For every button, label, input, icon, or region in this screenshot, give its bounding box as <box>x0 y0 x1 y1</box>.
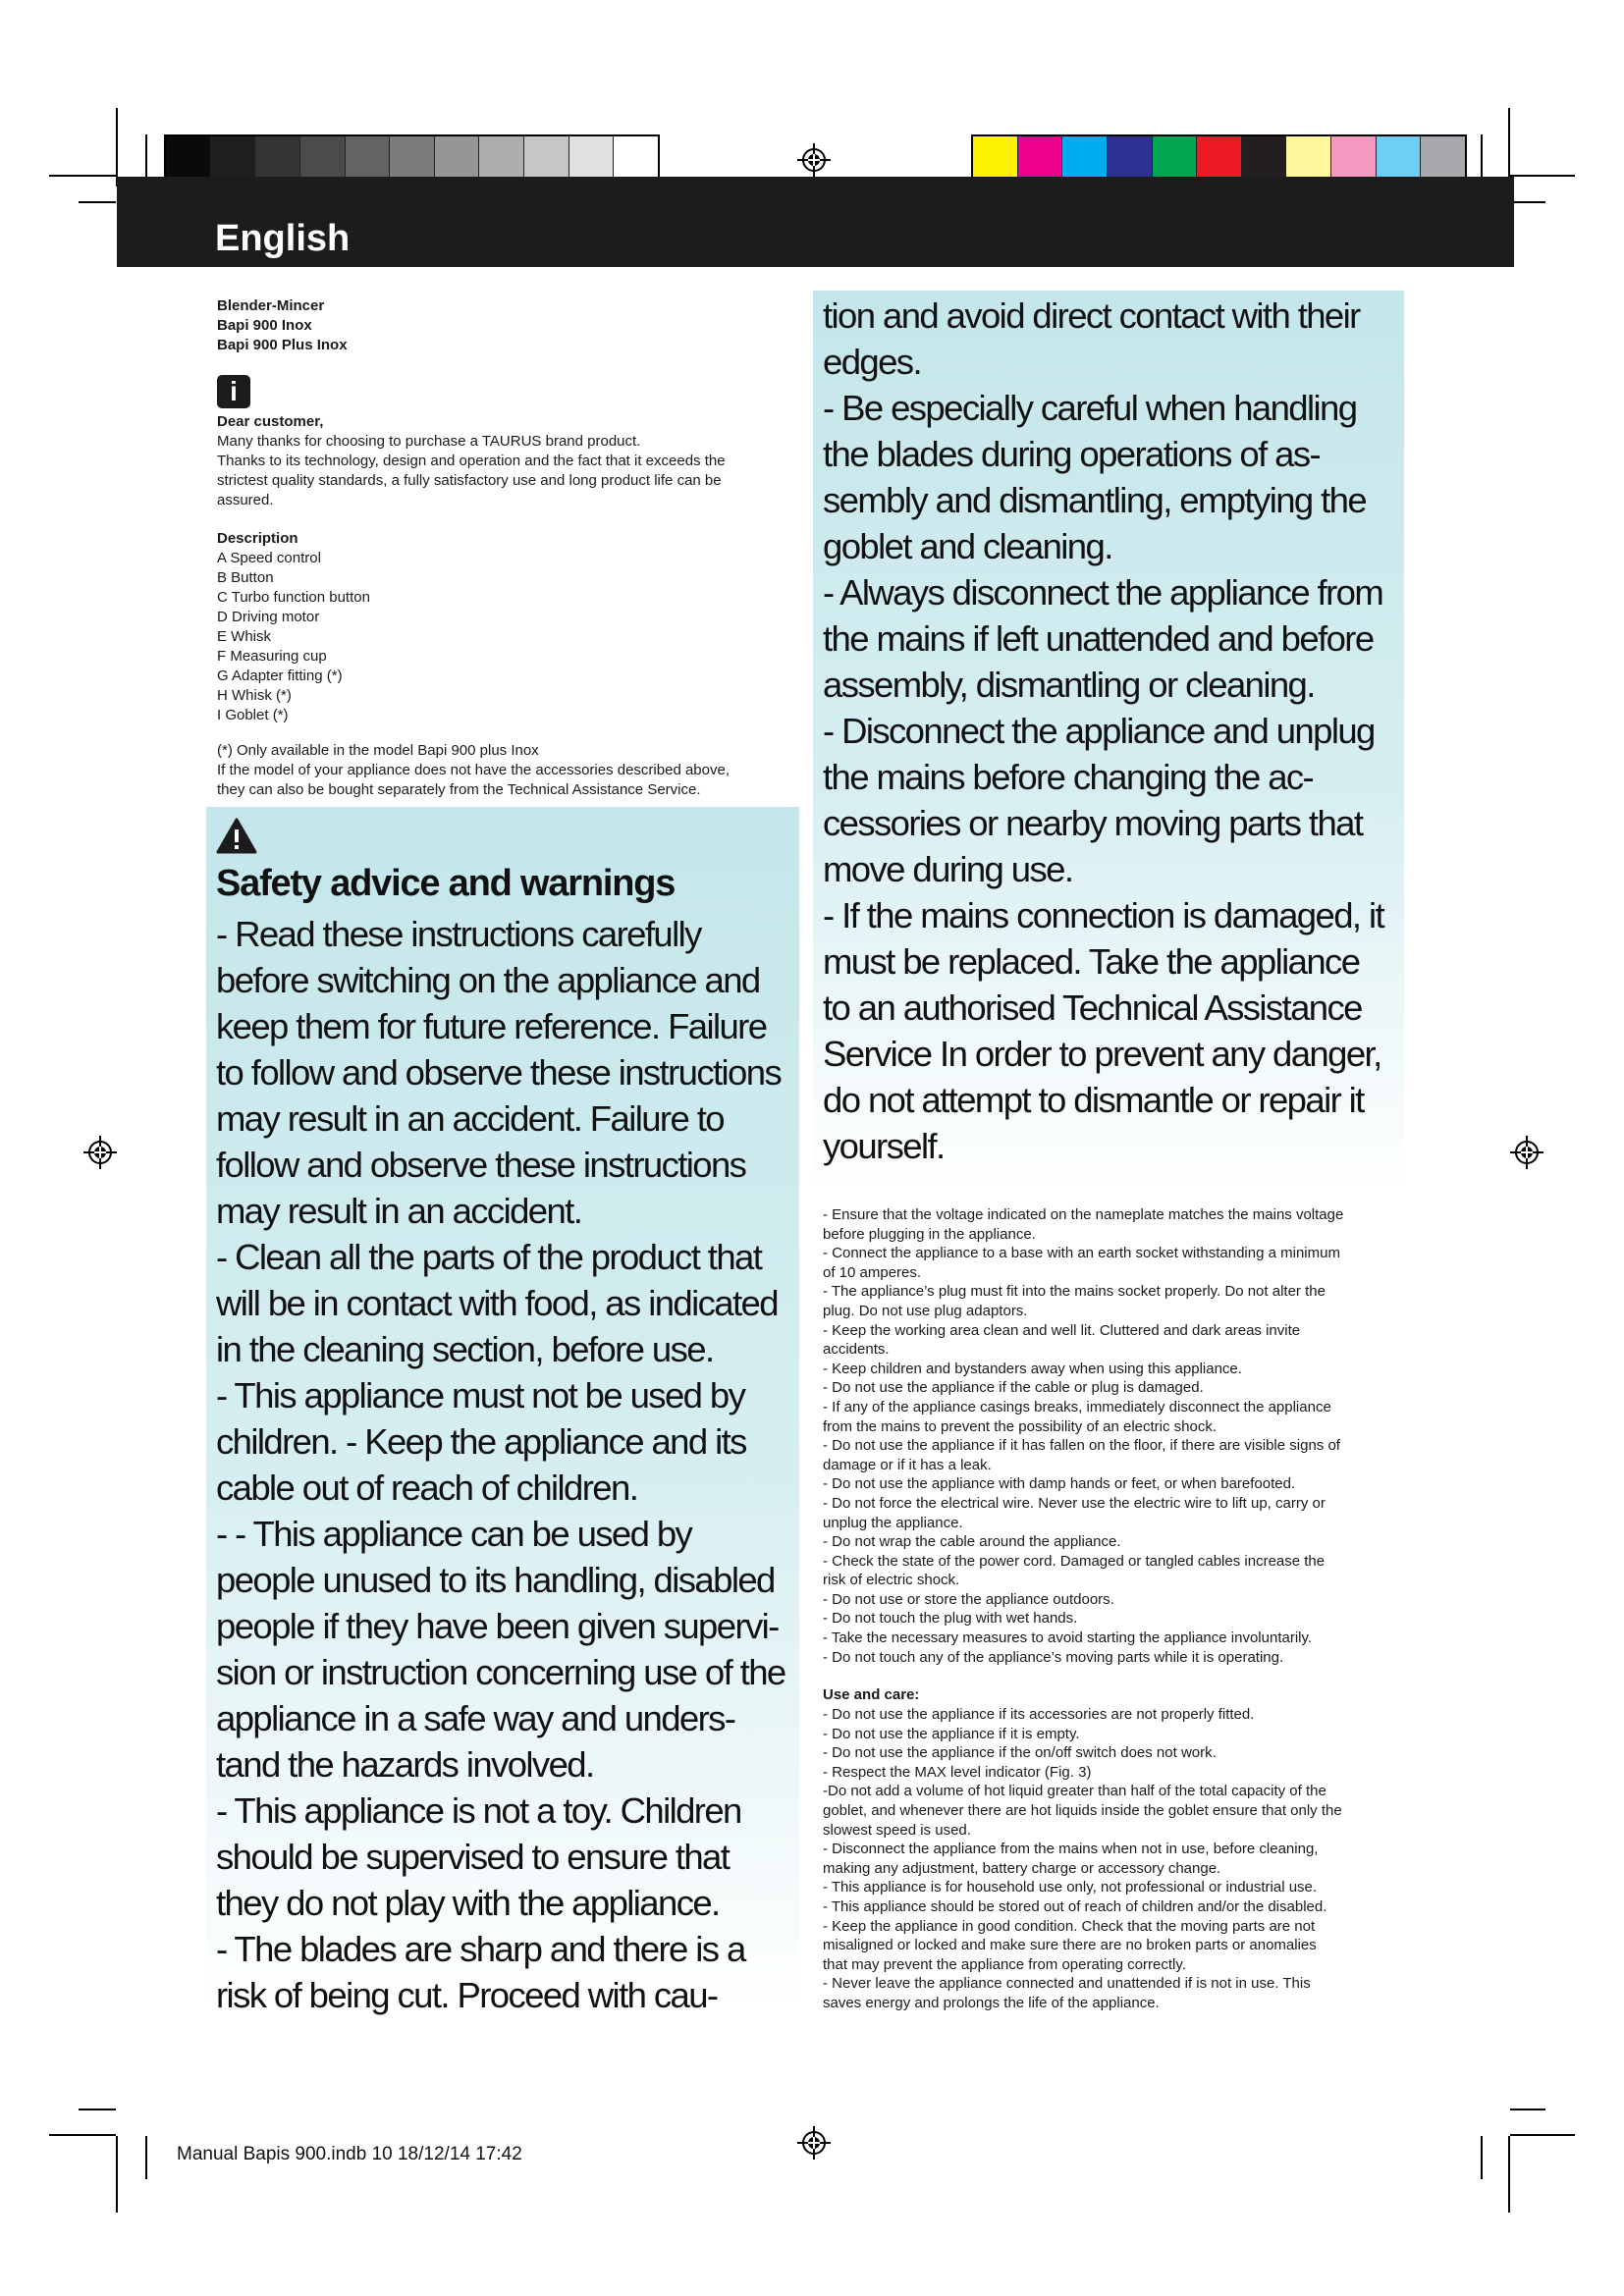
use-care-line: misaligned or locked and make sure there are no broken parts or anomalies <box>823 1937 1317 1954</box>
fine-print-line: unplug the appliance. <box>823 1514 963 1531</box>
fine-print-line: before plugging in the appliance. <box>823 1225 1036 1243</box>
registration-mark-icon <box>83 1136 117 1169</box>
crop-mark <box>1508 2136 1510 2213</box>
fine-print-line: - Ensure that the voltage indicated on the nameplate matches the mains voltage <box>823 1206 1344 1223</box>
print-slug: Manual Bapis 900.indb 10 18/12/14 17:42 <box>177 2144 522 2164</box>
fine-print-line: accidents. <box>823 1341 890 1359</box>
use-care-line: - Do not use the appliance if its accessories are not properly fitted. <box>823 1706 1255 1723</box>
safety-line: follow and observe these instructions <box>216 1145 746 1185</box>
crop-mark <box>1510 2134 1575 2136</box>
description-item: G Adapter fitting (*) <box>217 667 343 684</box>
crop-mark <box>79 2109 116 2110</box>
crop-mark <box>116 2136 118 2213</box>
fine-print-line: - If any of the appliance casings breaks, immediately disconnect the appliance <box>823 1398 1331 1415</box>
safety-line: do not attempt to dismantle or repair it <box>823 1080 1364 1120</box>
greeting: Dear customer, <box>217 413 324 430</box>
safety-line: may result in an accident. <box>216 1191 582 1231</box>
thanks-line: assured. <box>217 492 274 508</box>
safety-line: cable out of reach of children. <box>216 1468 638 1508</box>
color-swatch <box>1242 136 1287 180</box>
fine-print-line: - Keep children and bystanders away when using this appliance. <box>823 1360 1242 1377</box>
fine-print-line: - Do not wrap the cable around the appliance. <box>823 1533 1121 1551</box>
safety-line: - This appliance is not a toy. Children <box>216 1790 741 1831</box>
fine-print-line: damage or if it has a leak. <box>823 1456 992 1473</box>
color-swatch <box>973 136 1018 180</box>
color-swatch <box>1286 136 1331 180</box>
process-color-bar <box>971 134 1467 182</box>
safety-line: may result in an accident. Failure to <box>216 1098 724 1139</box>
safety-line: tand the hazards involved. <box>216 1744 594 1785</box>
fine-print-line: - Do not touch any of the appliance’s moving parts while it is operating. <box>823 1648 1284 1666</box>
fine-print-line: plug. Do not use plug adaptors. <box>823 1302 1028 1319</box>
safety-line: people unused to its handling, disabled <box>216 1560 775 1600</box>
warning-icon <box>216 818 257 855</box>
use-care-line: - Keep the appliance in good condition. Check that the moving parts are not <box>823 1917 1316 1935</box>
use-care-line: - This appliance should be stored out of reach of children and/or the disabled. <box>823 1897 1327 1915</box>
safety-line: tion and avoid direct contact with their <box>823 295 1360 336</box>
use-care-line: making any adjustment, battery charge or accessory change. <box>823 1859 1221 1877</box>
color-swatch <box>1421 136 1465 180</box>
gray-swatch <box>346 136 391 180</box>
fine-print-line: - Do not touch the plug with wet hands. <box>823 1610 1078 1628</box>
safety-line: move during use. <box>823 849 1073 889</box>
crop-mark <box>1481 2136 1483 2179</box>
use-care-line: - Never leave the appliance connected and unattended if is not in use. This <box>823 1975 1311 1993</box>
description-item: A Speed control <box>217 550 321 566</box>
description-title: Description <box>217 530 298 547</box>
thanks-line: Thanks to its technology, design and operation and the fact that it exceeds the <box>217 453 726 469</box>
gray-swatch <box>569 136 615 180</box>
accessory-note <box>217 741 730 800</box>
language-title: English <box>215 218 351 259</box>
safety-line: they do not play with the appliance. <box>216 1883 720 1923</box>
fine-print-line: - Do not use or store the appliance outdoors. <box>823 1590 1114 1608</box>
crop-mark <box>145 134 147 178</box>
crop-mark <box>79 201 116 203</box>
safety-line: edges. <box>823 342 921 382</box>
safety-line: goblet and cleaning. <box>823 526 1112 566</box>
fine-print-line: risk of electric shock. <box>823 1572 960 1589</box>
gray-swatch <box>479 136 524 180</box>
use-care-line: goblet, and whenever there are hot liquids inside the goblet ensure that only the <box>823 1801 1342 1819</box>
crop-mark <box>49 175 116 177</box>
language-header <box>117 177 1514 267</box>
safety-line: appliance in a safe way and unders- <box>216 1698 735 1738</box>
safety-line: assembly, dismantling or cleaning. <box>823 665 1315 705</box>
safety-line: - Always disconnect the appliance from <box>823 572 1383 613</box>
color-swatch <box>1197 136 1242 180</box>
crop-mark <box>1510 201 1545 203</box>
fine-print-line: - Do not use the appliance if it has fallen on the floor, if there are visible signs of <box>823 1437 1340 1455</box>
use-care-title: Use and care: <box>823 1686 920 1703</box>
color-swatch <box>1331 136 1377 180</box>
safety-line: the blades during operations of as- <box>823 434 1321 474</box>
use-care-line: -Do not add a volume of hot liquid greater than half of the total capacity of the <box>823 1783 1326 1800</box>
description-item: H Whisk (*) <box>217 687 292 704</box>
gray-swatch <box>614 136 658 180</box>
gray-swatch <box>390 136 435 180</box>
description-item: C Turbo function button <box>217 589 370 606</box>
crop-mark <box>1481 134 1483 178</box>
safety-text-left <box>216 911 785 2018</box>
info-icon: i <box>217 375 250 408</box>
fine-print-line: - Keep the working area clean and well lit. Cluttered and dark areas invite <box>823 1321 1301 1339</box>
safety-line: risk of being cut. Proceed with cau- <box>216 1975 718 2015</box>
color-swatch <box>1062 136 1108 180</box>
fine-print-line: - Take the necessary measures to avoid starting the appliance involuntarily. <box>823 1629 1313 1647</box>
use-care-line: - Do not use the appliance if it is empty. <box>823 1725 1080 1742</box>
fine-print-line: of 10 amperes. <box>823 1263 922 1281</box>
description-list <box>217 549 370 725</box>
safety-line: must be replaced. Take the appliance <box>823 941 1360 982</box>
safety-line: keep them for future reference. Failure <box>216 1006 767 1046</box>
safety-line: Service In order to prevent any danger, <box>823 1034 1381 1074</box>
description-item: D Driving motor <box>217 609 320 625</box>
use-care-line: slowest speed is used. <box>823 1821 971 1839</box>
gray-swatch <box>166 136 211 180</box>
fine-print-line: - Do not use the appliance if the cable or plug is damaged. <box>823 1379 1204 1397</box>
safety-line: before switching on the appliance and <box>216 960 760 1000</box>
safety-line: sembly and dismantling, emptying the <box>823 480 1367 520</box>
description-item: B Button <box>217 569 274 586</box>
product-type: Blender-Mincer <box>217 297 325 314</box>
description-item: E Whisk <box>217 628 272 645</box>
description-item: I Goblet (*) <box>217 707 289 723</box>
fine-print-line: - Do not use the appliance with damp hands or feet, or when barefooted. <box>823 1475 1296 1493</box>
fine-print-line: - The appliance’s plug must fit into the mains socket properly. Do not alter the <box>823 1283 1326 1301</box>
safety-line: cessories or nearby moving parts that <box>823 803 1363 843</box>
use-care-line: saves energy and prolongs the life of the appliance. <box>823 1994 1160 2011</box>
safety-line: children. - Keep the appliance and its <box>216 1421 746 1462</box>
safety-line: - Clean all the parts of the product that <box>216 1237 762 1277</box>
gray-swatch <box>211 136 256 180</box>
crop-mark <box>49 2134 116 2136</box>
note-line: If the model of your appliance does not have the accessories described above, <box>217 762 730 778</box>
color-swatch <box>1153 136 1198 180</box>
safety-line: in the cleaning section, before use. <box>216 1329 714 1369</box>
safety-line: - - This appliance can be used by <box>216 1514 692 1554</box>
registration-mark-icon <box>797 2126 831 2160</box>
crop-mark <box>1510 2109 1545 2110</box>
crop-mark <box>116 108 118 187</box>
safety-line: - Disconnect the appliance and unplug <box>823 711 1375 751</box>
color-swatch <box>1108 136 1153 180</box>
gray-swatch <box>435 136 480 180</box>
safety-line: - This appliance must not be used by <box>216 1375 745 1415</box>
safety-line: sion or instruction concerning use of the <box>216 1652 785 1692</box>
safety-line: the mains before changing the ac- <box>823 757 1314 797</box>
color-swatch <box>1377 136 1422 180</box>
description-item: F Measuring cup <box>217 648 327 665</box>
use-care-line: that may prevent the appliance from operating correctly. <box>823 1955 1186 1973</box>
use-care-line: - Do not use the appliance if the on/off switch does not work. <box>823 1744 1217 1762</box>
safety-line: - The blades are sharp and there is a <box>216 1929 745 1969</box>
thanks-line: strictest quality standards, a fully satisfactory use and long product life can be <box>217 472 722 489</box>
use-care-line: - Disconnect the appliance from the mains when not in use, before cleaning, <box>823 1841 1319 1858</box>
safety-line: to an authorised Technical Assistance <box>823 988 1362 1028</box>
safety-line: - Be especially careful when handling <box>823 388 1357 428</box>
model-name: Bapi 900 Plus Inox <box>217 337 348 353</box>
gray-swatch <box>524 136 569 180</box>
registration-mark-icon <box>1510 1136 1543 1169</box>
safety-title: Safety advice and warnings <box>216 863 676 904</box>
safety-line: - Read these instructions carefully <box>216 914 701 954</box>
note-line: (*) Only available in the model Bapi 900 plus Inox <box>217 742 539 759</box>
safety-text-right <box>823 293 1383 1169</box>
safety-line: - If the mains connection is damaged, it <box>823 895 1384 935</box>
fine-print-line: - Do not force the electrical wire. Never use the electric wire to lift up, carry or <box>823 1494 1326 1512</box>
crop-mark <box>145 2136 147 2179</box>
fine-print-line: from the mains to prevent the possibility of an electric shock. <box>823 1417 1218 1435</box>
safety-line: yourself. <box>823 1126 945 1166</box>
color-swatch <box>1018 136 1063 180</box>
fine-print-line: - Check the state of the power cord. Damaged or tangled cables increase the <box>823 1552 1326 1570</box>
safety-line: should be supervised to ensure that <box>216 1837 730 1877</box>
safety-line: to follow and observe these instructions <box>216 1052 782 1093</box>
gray-swatch <box>300 136 346 180</box>
model-name: Bapi 900 Inox <box>217 317 312 334</box>
crop-mark <box>1510 175 1575 177</box>
thanks-text <box>217 432 726 510</box>
registration-mark-icon <box>797 143 831 177</box>
use-care-line: - This appliance is for household use only, not professional or industrial use. <box>823 1879 1318 1896</box>
safety-line: the mains if left unattended and before <box>823 618 1374 659</box>
use-care-list <box>823 1705 1342 2013</box>
use-care-line: - Respect the MAX level indicator (Fig. 3) <box>823 1763 1092 1781</box>
safety-line: will be in contact with food, as indicated <box>216 1283 778 1323</box>
thanks-line: Many thanks for choosing to purchase a TAURUS brand product. <box>217 433 641 450</box>
safety-fine-print <box>823 1205 1343 1667</box>
grayscale-color-bar <box>164 134 660 182</box>
gray-swatch <box>255 136 300 180</box>
safety-line: people if they have been given supervi- <box>216 1606 779 1646</box>
note-line: they can also be bought separately from the Technical Assistance Service. <box>217 781 701 798</box>
fine-print-line: - Connect the appliance to a base with an earth socket withstanding a minimum <box>823 1245 1340 1262</box>
